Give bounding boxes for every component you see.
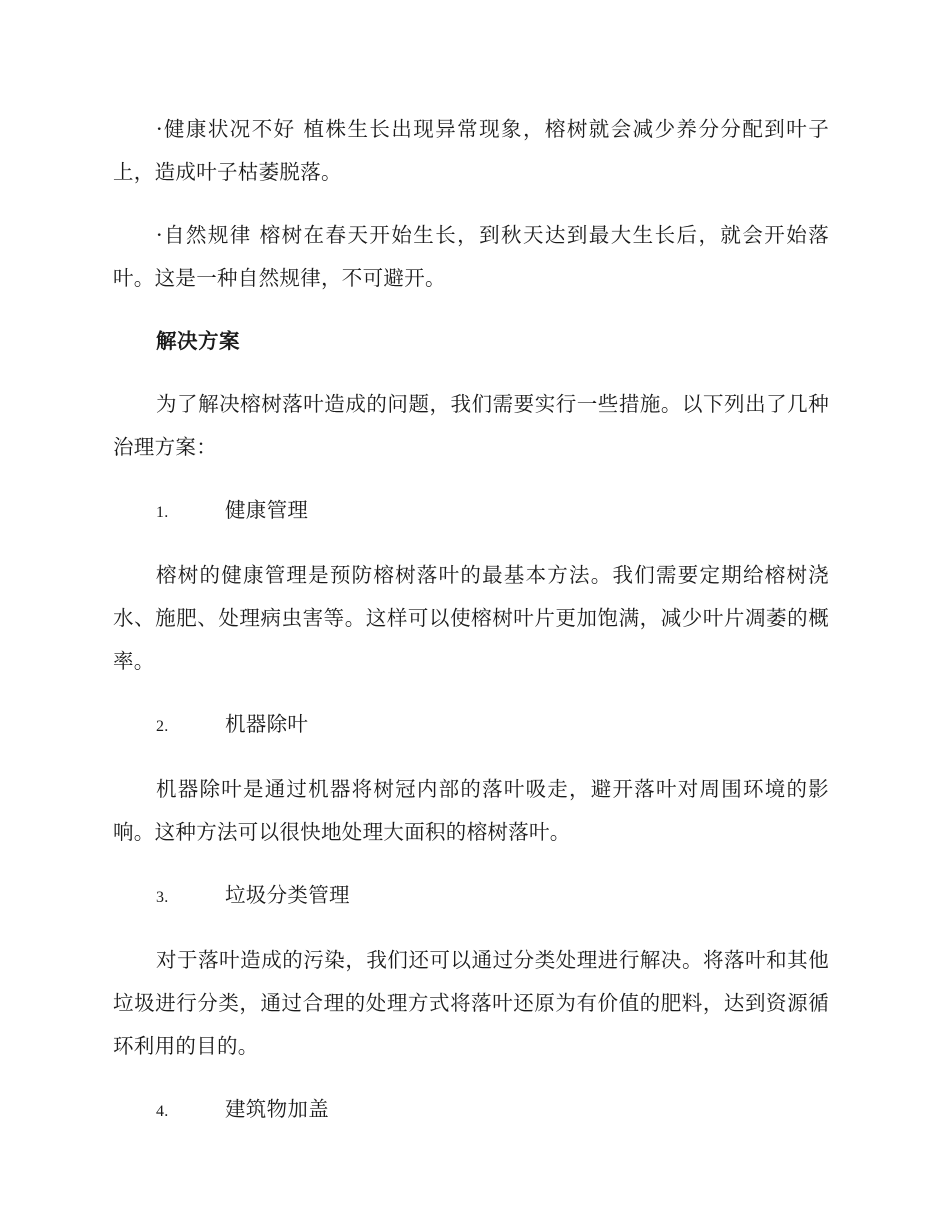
solution-item-2-body: 机器除叶是通过机器将树冠内部的落叶吸走，避开落叶对周围环境的影响。这种方法可以很快地处理大面积的榕树落叶。 [113, 777, 829, 844]
list-number: 2. [156, 718, 169, 735]
list-title: 垃圾分类管理 [225, 883, 350, 907]
solution-item-3-body: 对于落叶造成的污染，我们还可以通过分类处理进行解决。将落叶和其他垃圾进行分类，通过合理的处理方式将落叶还原为有价值的肥料，达到资源循环利用的目的。 [113, 948, 829, 1058]
section-heading: 解决方案 [156, 329, 240, 353]
list-number: 3. [156, 889, 169, 906]
list-title: 建筑物加盖 [225, 1097, 329, 1121]
list-number: 4. [156, 1103, 169, 1120]
list-title: 机器除叶 [225, 712, 309, 736]
cause-paragraph-nature: ·自然规律 榕树在春天开始生长，到秋天达到最大生长后，就会开始落叶。这是一种自然规律，不可避开。 [113, 223, 829, 290]
solution-item-1-body: 榕树的健康管理是预防榕树落叶的最基本方法。我们需要定期给榕树浇水、施肥、处理病虫害等。这样可以使榕树叶片更加饱满，减少叶片凋萎的概率。 [113, 563, 829, 673]
cause-paragraph-health: ·健康状况不好 植株生长出现异常现象，榕树就会减少养分分配到叶子上，造成叶子枯萎脱落。 [113, 117, 829, 184]
intro-paragraph: 为了解决榕树落叶造成的问题，我们需要实行一些措施。以下列出了几种治理方案： [113, 392, 829, 459]
list-number: 1. [156, 504, 169, 521]
solution-item-1-heading [113, 489, 829, 534]
solution-item-3-heading [113, 874, 829, 919]
solution-item-4-heading [113, 1088, 829, 1133]
document-body [113, 108, 829, 1153]
list-title: 健康管理 [225, 498, 309, 522]
solution-item-2-heading [113, 703, 829, 748]
